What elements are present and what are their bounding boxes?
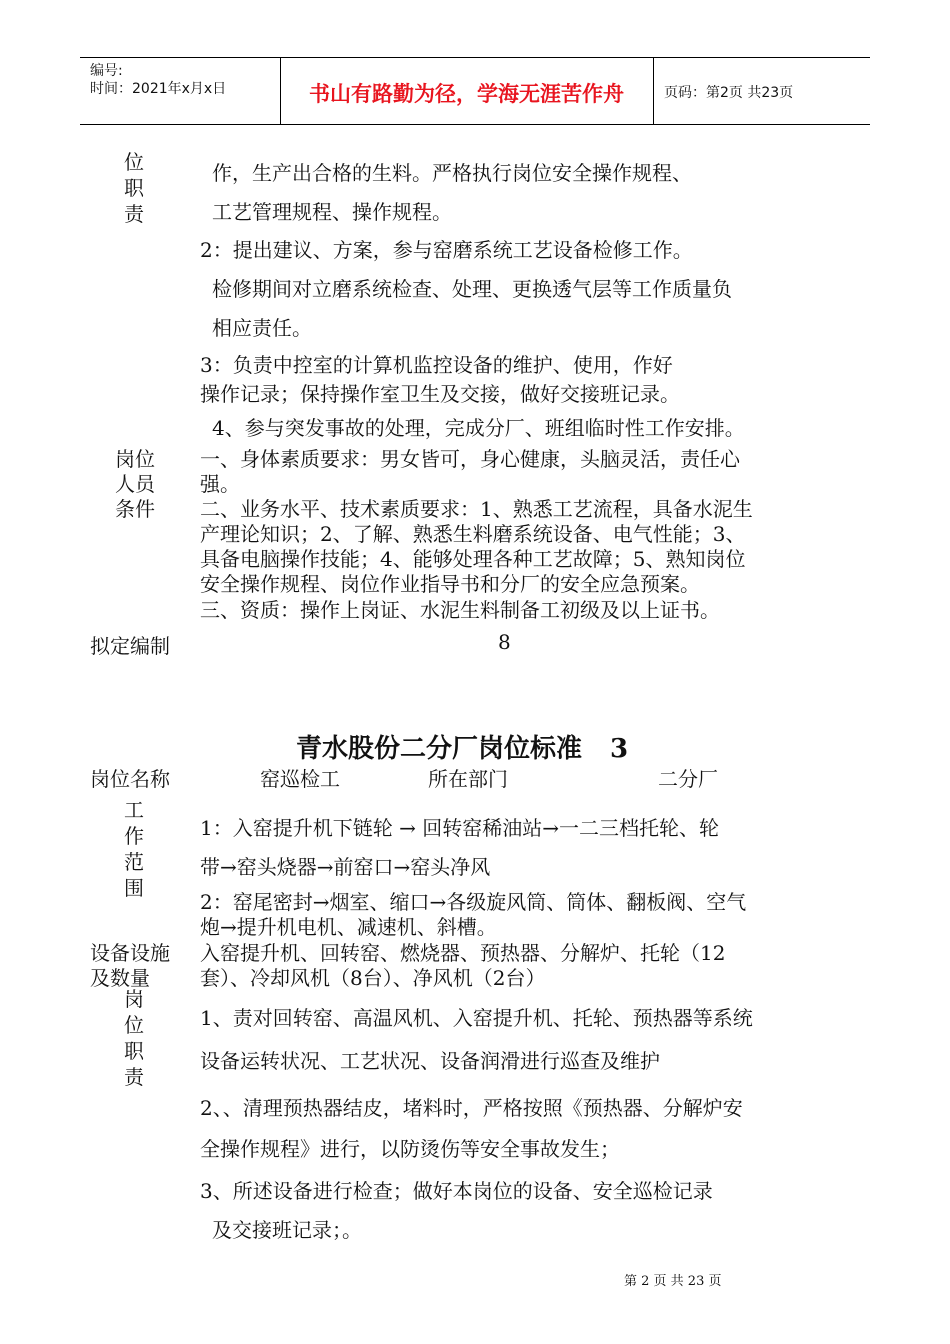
page-title bbox=[296, 728, 628, 765]
duty-line: 检修期间对立磨系统检查、处理、更换透气层等工作质量负 bbox=[212, 277, 732, 301]
requirement-line: 强。 bbox=[200, 472, 240, 496]
requirement-line: 安全操作规程、岗位作业指导书和分厂的安全应急预案。 bbox=[200, 572, 700, 596]
equipment-line: 入窑提升机、回转窑、燃烧器、预热器、分解炉、托轮（12 bbox=[200, 941, 726, 965]
header-divider bbox=[653, 58, 654, 124]
duty-line: 3、所述设备进行检查；做好本岗位的设备、安全巡检记录 bbox=[200, 1179, 713, 1203]
scope-line: 1：入窑提升机下链轮 → 回转窑稀油站→一二三档托轮、轮 bbox=[200, 816, 719, 840]
equipment-line: 套）、冷却风机（8台）、净风机（2台） bbox=[200, 966, 546, 990]
equipment-label-line: 设备设施 bbox=[90, 941, 170, 965]
duty-line: 作，生产出合格的生料。严格执行岗位安全操作规程、 bbox=[212, 161, 692, 185]
duty-label-char: 责 bbox=[124, 202, 144, 226]
duty-line: 3：负责中控室的计算机监控设备的维护、使用，作好 bbox=[200, 353, 673, 377]
scope-line: 炮→提升机电机、减速机、斜槽。 bbox=[200, 915, 497, 939]
drafted-label: 拟定编制 bbox=[90, 634, 170, 658]
footer-page-number: 第 2 页 共 23 页 bbox=[624, 1274, 722, 1289]
equipment-label-line: 及数量 bbox=[90, 966, 150, 990]
duty-label-char: 责 bbox=[124, 1065, 144, 1089]
scope-line: 带→窑头烧器→前窑口→窑头净风 bbox=[200, 855, 491, 879]
duty-line: 1、责对回转窑、高温风机、入窑提升机、托轮、预热器等系统 bbox=[200, 1006, 753, 1030]
requirement-line: 具备电脑操作技能；4、能够处理各种工艺故障；5、熟知岗位 bbox=[200, 547, 746, 571]
duty-label-char: 岗 bbox=[124, 987, 144, 1011]
department-value: 二分厂 bbox=[658, 767, 718, 791]
duty-label-char: 职 bbox=[124, 176, 144, 200]
scope-label-char: 围 bbox=[124, 876, 144, 900]
document-number-label: 编号: bbox=[90, 63, 123, 79]
duty-line: 操作记录；保持操作室卫生及交接，做好交接班记录。 bbox=[200, 382, 680, 406]
duty-line: 全操作规程》进行，以防烫伤等安全事故发生； bbox=[200, 1137, 620, 1161]
duty-line: 相应责任。 bbox=[212, 316, 312, 340]
duty-line: 设备运转状况、工艺状况、设备润滑进行巡查及维护 bbox=[200, 1049, 660, 1073]
duty-line: 工艺管理规程、操作规程。 bbox=[212, 200, 452, 224]
requirements-label-line: 岗位 bbox=[115, 447, 155, 471]
duty-label-char: 位 bbox=[124, 1013, 144, 1037]
requirement-line: 产理论知识；2、了解、熟悉生料磨系统设备、电气性能；3、 bbox=[200, 522, 746, 546]
drafted-value: 8 bbox=[498, 630, 511, 654]
header-motto: 书山有路勤为径，学海无涯苦作舟 bbox=[309, 82, 624, 106]
document-header bbox=[80, 57, 870, 125]
duty-line: 2：提出建议、方案，参与窑磨系统工艺设备检修工作。 bbox=[200, 238, 693, 262]
post-name-value: 窑巡检工 bbox=[260, 767, 340, 791]
scope-label-char: 作 bbox=[124, 824, 144, 848]
duty-line: 及交接班记录；。 bbox=[212, 1218, 362, 1242]
scope-label-char: 工 bbox=[124, 798, 144, 822]
scope-label-char: 范 bbox=[124, 850, 144, 874]
duty-label-char: 位 bbox=[124, 150, 144, 174]
requirements-label-line: 条件 bbox=[115, 497, 155, 521]
requirement-line: 一、身体素质要求：男女皆可，身心健康，头脑灵活，责任心 bbox=[200, 447, 740, 471]
requirements-label-line: 人员 bbox=[115, 472, 155, 496]
document-time: 时间：2021年x月x日 bbox=[90, 81, 227, 97]
scope-line: 2：窑尾密封→烟室、缩口→各级旋风筒、筒体、翻板阀、空气 bbox=[200, 890, 747, 914]
header-page-info: 页码：第2页 共23页 bbox=[664, 85, 794, 101]
title-number: 3 bbox=[610, 734, 629, 764]
department-label: 所在部门 bbox=[428, 767, 508, 791]
duty-label-char: 职 bbox=[124, 1039, 144, 1063]
requirement-line: 三、资质：操作上岗证、水泥生料制备工初级及以上证书。 bbox=[200, 598, 720, 622]
header-meta bbox=[90, 62, 226, 98]
requirement-line: 二、业务水平、技术素质要求：1、熟悉工艺流程，具备水泥生 bbox=[200, 497, 753, 521]
duty-line: 4、参与突发事故的处理，完成分厂、班组临时性工作安排。 bbox=[212, 416, 745, 440]
duty-line: 2、、清理预热器结皮，堵料时，严格按照《预热器、分解炉安 bbox=[200, 1096, 743, 1120]
post-name-label: 岗位名称 bbox=[90, 767, 170, 791]
title-text: 青水股份二分厂岗位标准 bbox=[296, 734, 583, 764]
